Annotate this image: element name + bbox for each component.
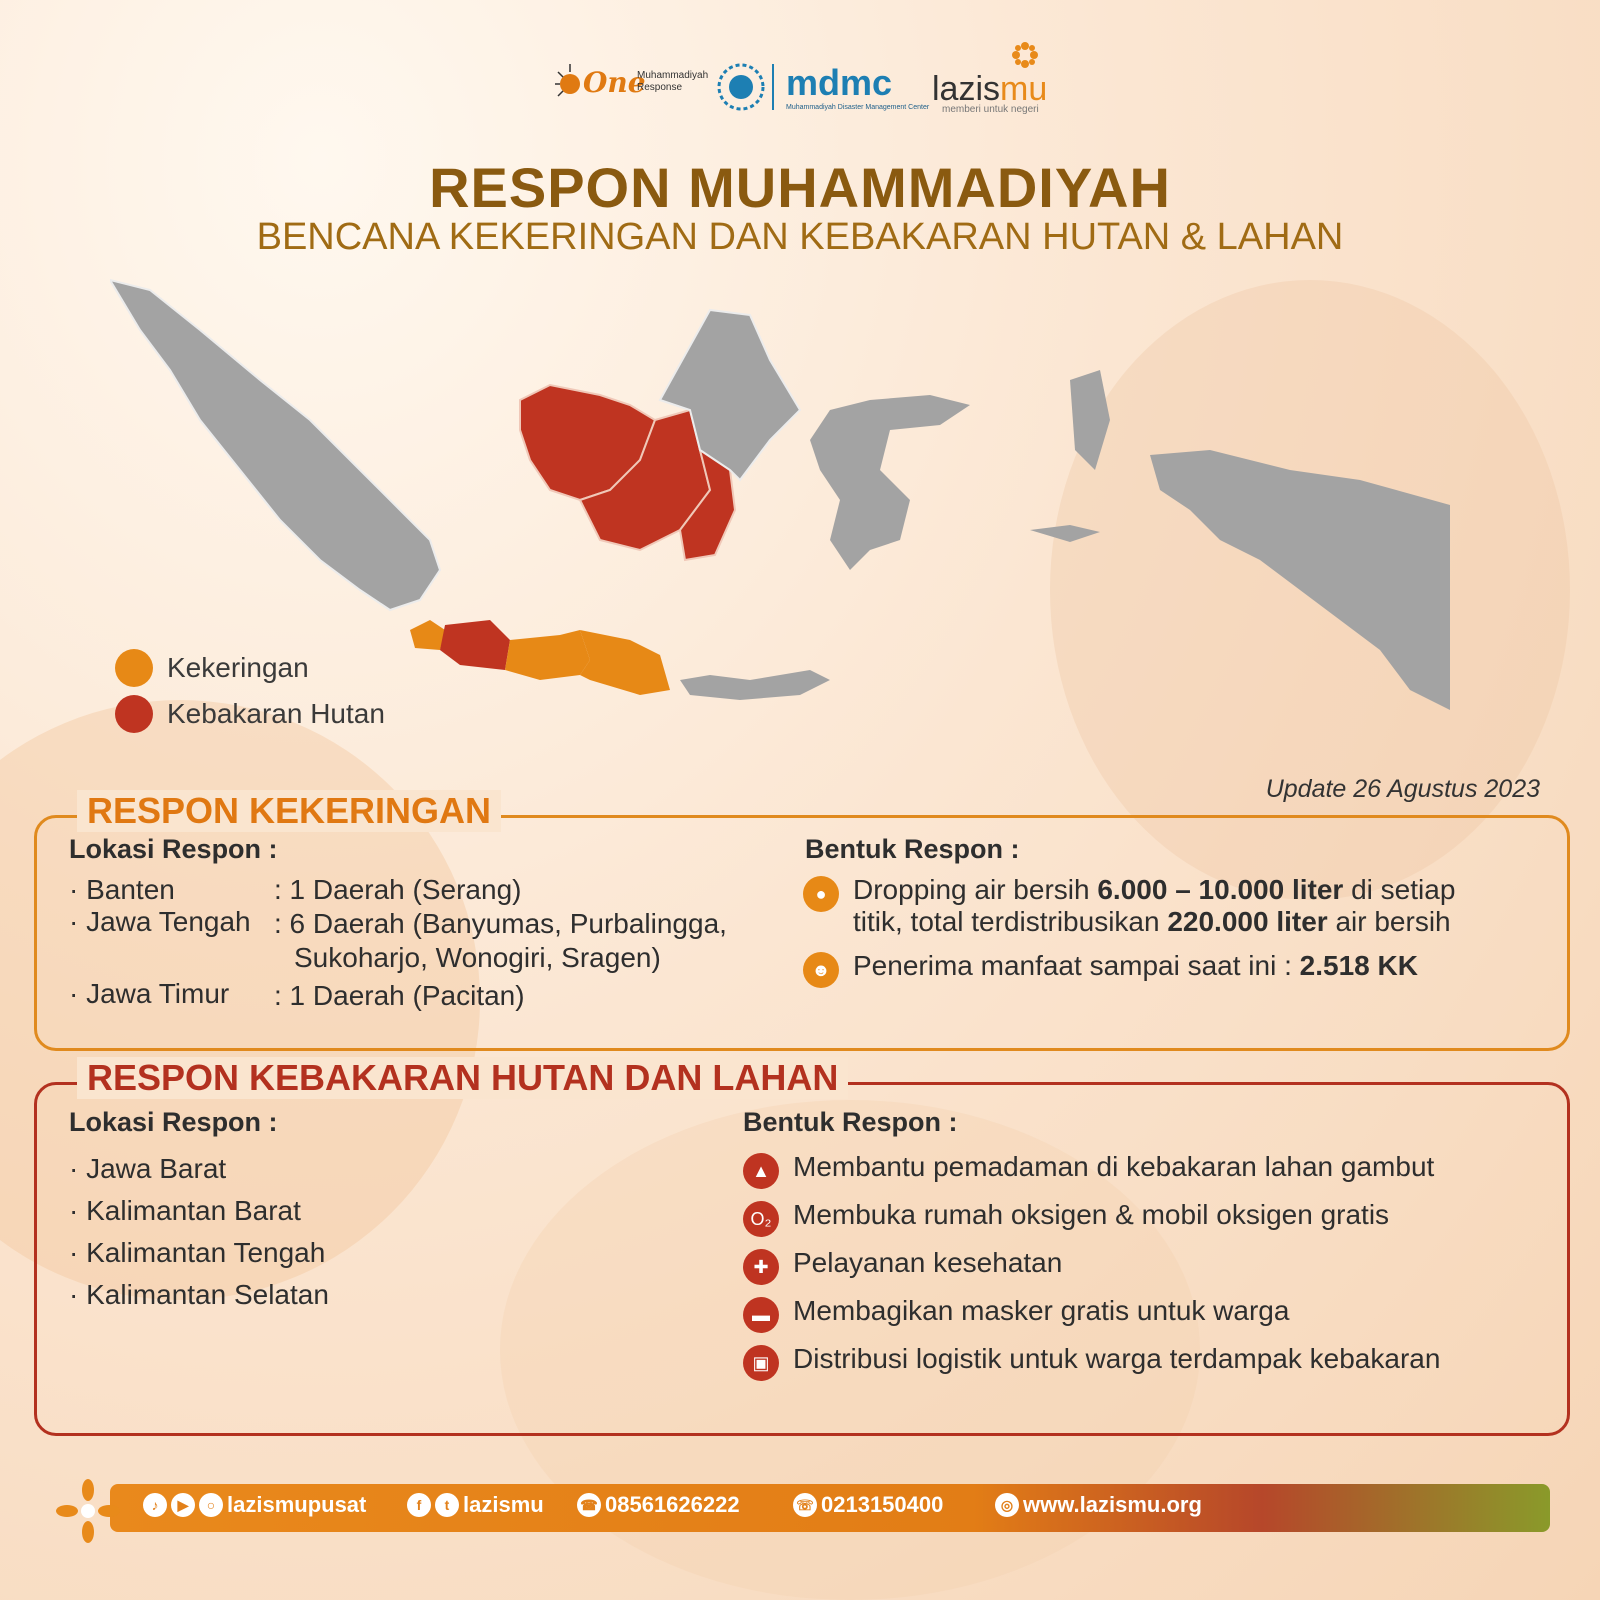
lokasi-value: : 6 Daerah (Banyumas, Purbalingga, <box>274 908 727 939</box>
legend-label: Kekeringan <box>167 652 309 683</box>
fire-icon: ▲ <box>743 1153 779 1189</box>
lokasi-name: · Banten <box>69 874 175 905</box>
tiktok-icon: ♪ <box>143 1493 167 1517</box>
bentuk-item <box>803 874 1543 938</box>
muhammadiyah-sun-icon <box>716 62 766 112</box>
kekeringan-section <box>34 790 1570 1051</box>
health-cross-icon: ✚ <box>743 1249 779 1285</box>
bentuk-item <box>743 1343 1440 1381</box>
map-papua <box>1150 450 1450 710</box>
phone-icon: ☏ <box>793 1493 817 1517</box>
legend-item-kebakaran <box>115 691 385 737</box>
lokasi-value: : 1 Daerah (Serang) <box>274 874 522 905</box>
footer-fb-twitter-handle[interactable] <box>407 1492 544 1518</box>
map-banten <box>410 620 445 650</box>
phone-number: 0213150400 <box>821 1492 944 1517</box>
map-jawa-barat <box>440 620 510 670</box>
map-jawa-timur <box>580 630 670 695</box>
legend-item-kekeringan <box>115 645 385 691</box>
oxygen-icon: O₂ <box>743 1201 779 1237</box>
lazismu-word-part1: lazis <box>932 70 1001 108</box>
kekeringan-lokasi-list <box>69 874 789 1044</box>
youtube-icon: ▶ <box>171 1493 195 1517</box>
kebakaran-title: RESPON KEBAKARAN HUTAN DAN LAHAN <box>77 1057 848 1099</box>
bentuk-text-part: titik, total terdistribusikan <box>853 906 1168 937</box>
lokasi-item: · Kalimantan Selatan <box>69 1279 329 1310</box>
bentuk-text-part: Dropping air bersih <box>853 874 1098 905</box>
lazismu-word-part2: mu <box>1000 70 1048 108</box>
footer-phone[interactable] <box>793 1492 943 1518</box>
bentuk-text-part: air bersih <box>1327 906 1451 937</box>
one-muhammadiyah-response-logo <box>555 60 709 110</box>
lokasi-item: · Kalimantan Barat <box>69 1195 301 1226</box>
one-logo-sub <box>637 70 708 94</box>
one-logo-sub1: Muhammadiyah <box>637 70 709 81</box>
kekeringan-lokasi-heading: Lokasi Respon : <box>69 834 278 864</box>
bentuk-item <box>743 1295 1289 1333</box>
lokasi-value-cont: Sukoharjo, Wonogiri, Sragen) <box>294 942 661 973</box>
kekeringan-bentuk-heading: Bentuk Respon : <box>805 834 1020 864</box>
one-logo-word: One <box>583 66 646 99</box>
map-legend <box>115 645 385 737</box>
facebook-icon: f <box>407 1493 431 1517</box>
bentuk-item <box>743 1151 1434 1189</box>
globe-icon: ◎ <box>995 1493 1019 1517</box>
footer-website[interactable] <box>995 1492 1202 1518</box>
legend-swatch-red <box>115 695 153 733</box>
lazismu-tagline: memberi untuk negeri <box>942 104 1039 115</box>
bentuk-text-part: di setiap <box>1343 874 1456 905</box>
map-maluku <box>1070 370 1110 470</box>
bentuk-label: Pelayanan kesehatan <box>793 1247 1063 1278</box>
whatsapp-number: 08561626222 <box>605 1492 740 1517</box>
legend-label: Kebakaran Hutan <box>167 698 385 729</box>
page-title: RESPON MUHAMMADIYAH <box>429 156 1171 219</box>
water-drop-icon: ● <box>803 876 839 912</box>
bentuk-item <box>743 1247 1062 1285</box>
footer-contact-bar <box>55 1478 1550 1534</box>
sun-emblem-icon <box>555 64 585 104</box>
kebakaran-bentuk-heading: Bentuk Respon : <box>743 1107 958 1137</box>
bentuk-text <box>853 950 1418 982</box>
legend-swatch-orange <box>115 649 153 687</box>
bentuk-label: Distribusi logistik untuk warga terdampak kebakaran <box>793 1343 1441 1374</box>
lazismu-flower-icon <box>55 1478 121 1544</box>
lokasi-item: · Jawa Barat <box>69 1153 227 1184</box>
bentuk-bold: 2.518 KK <box>1299 950 1418 981</box>
bentuk-label: Membuka rumah oksigen & mobil oksigen gratis <box>793 1199 1390 1230</box>
map-nusa-tenggara <box>680 670 830 700</box>
logistics-box-icon: ▣ <box>743 1345 779 1381</box>
footer-social-handle[interactable] <box>143 1492 366 1518</box>
mdmc-word: mdmc <box>786 62 893 103</box>
lazismu-flower-icon <box>1010 40 1040 70</box>
bentuk-label: Membagikan masker gratis untuk warga <box>793 1295 1290 1326</box>
bentuk-bold: 220.000 liter <box>1167 906 1328 937</box>
people-icon: ☻ <box>803 952 839 988</box>
instagram-icon: ○ <box>199 1493 223 1517</box>
map-sulawesi <box>810 395 970 570</box>
kebakaran-lokasi-list <box>69 1153 329 1321</box>
lokasi-name: · Jawa Timur <box>69 978 230 1009</box>
mdmc-divider <box>772 64 774 110</box>
twitter-icon: t <box>435 1493 459 1517</box>
website-url: www.lazismu.org <box>1023 1492 1202 1517</box>
kekeringan-title: RESPON KEKERINGAN <box>77 790 501 832</box>
lazismu-logo <box>932 60 1052 120</box>
map-maluku-south <box>1030 525 1100 542</box>
bentuk-text-part: Penerima manfaat sampai saat ini : <box>853 950 1300 981</box>
bentuk-label: Membantu pemadaman di kebakaran lahan gambut <box>793 1151 1435 1182</box>
fb-twitter-handle-text: lazismu <box>463 1492 544 1517</box>
bentuk-item <box>743 1199 1389 1237</box>
mdmc-sub: Muhammadiyah Disaster Management Center <box>786 104 930 111</box>
mdmc-logo <box>716 60 930 116</box>
page-subtitle: BENCANA KEKERINGAN DAN KEBAKARAN HUTAN & LAHAN <box>256 216 1344 258</box>
lokasi-value: : 1 Daerah (Pacitan) <box>274 980 525 1011</box>
bentuk-item <box>803 950 1543 988</box>
partner-logos <box>0 60 1600 120</box>
bentuk-bold: 6.000 – 10.000 liter <box>1097 874 1344 905</box>
lokasi-name: · Jawa Tengah <box>69 906 251 937</box>
mask-icon: ▬ <box>743 1297 779 1333</box>
map-sumatra <box>110 280 440 610</box>
map-jawa-tengah <box>505 630 590 680</box>
kebakaran-section <box>34 1057 1570 1436</box>
bentuk-text <box>853 874 1455 938</box>
one-logo-sub2: Response <box>637 82 683 93</box>
lokasi-item: · Kalimantan Tengah <box>69 1237 326 1268</box>
update-date: Update 26 Agustus 2023 <box>1265 775 1540 803</box>
footer-whatsapp[interactable] <box>577 1492 740 1518</box>
social-handle-text: lazismupusat <box>227 1492 367 1517</box>
whatsapp-icon: ☎ <box>577 1493 601 1517</box>
kebakaran-lokasi-heading: Lokasi Respon : <box>69 1107 278 1137</box>
